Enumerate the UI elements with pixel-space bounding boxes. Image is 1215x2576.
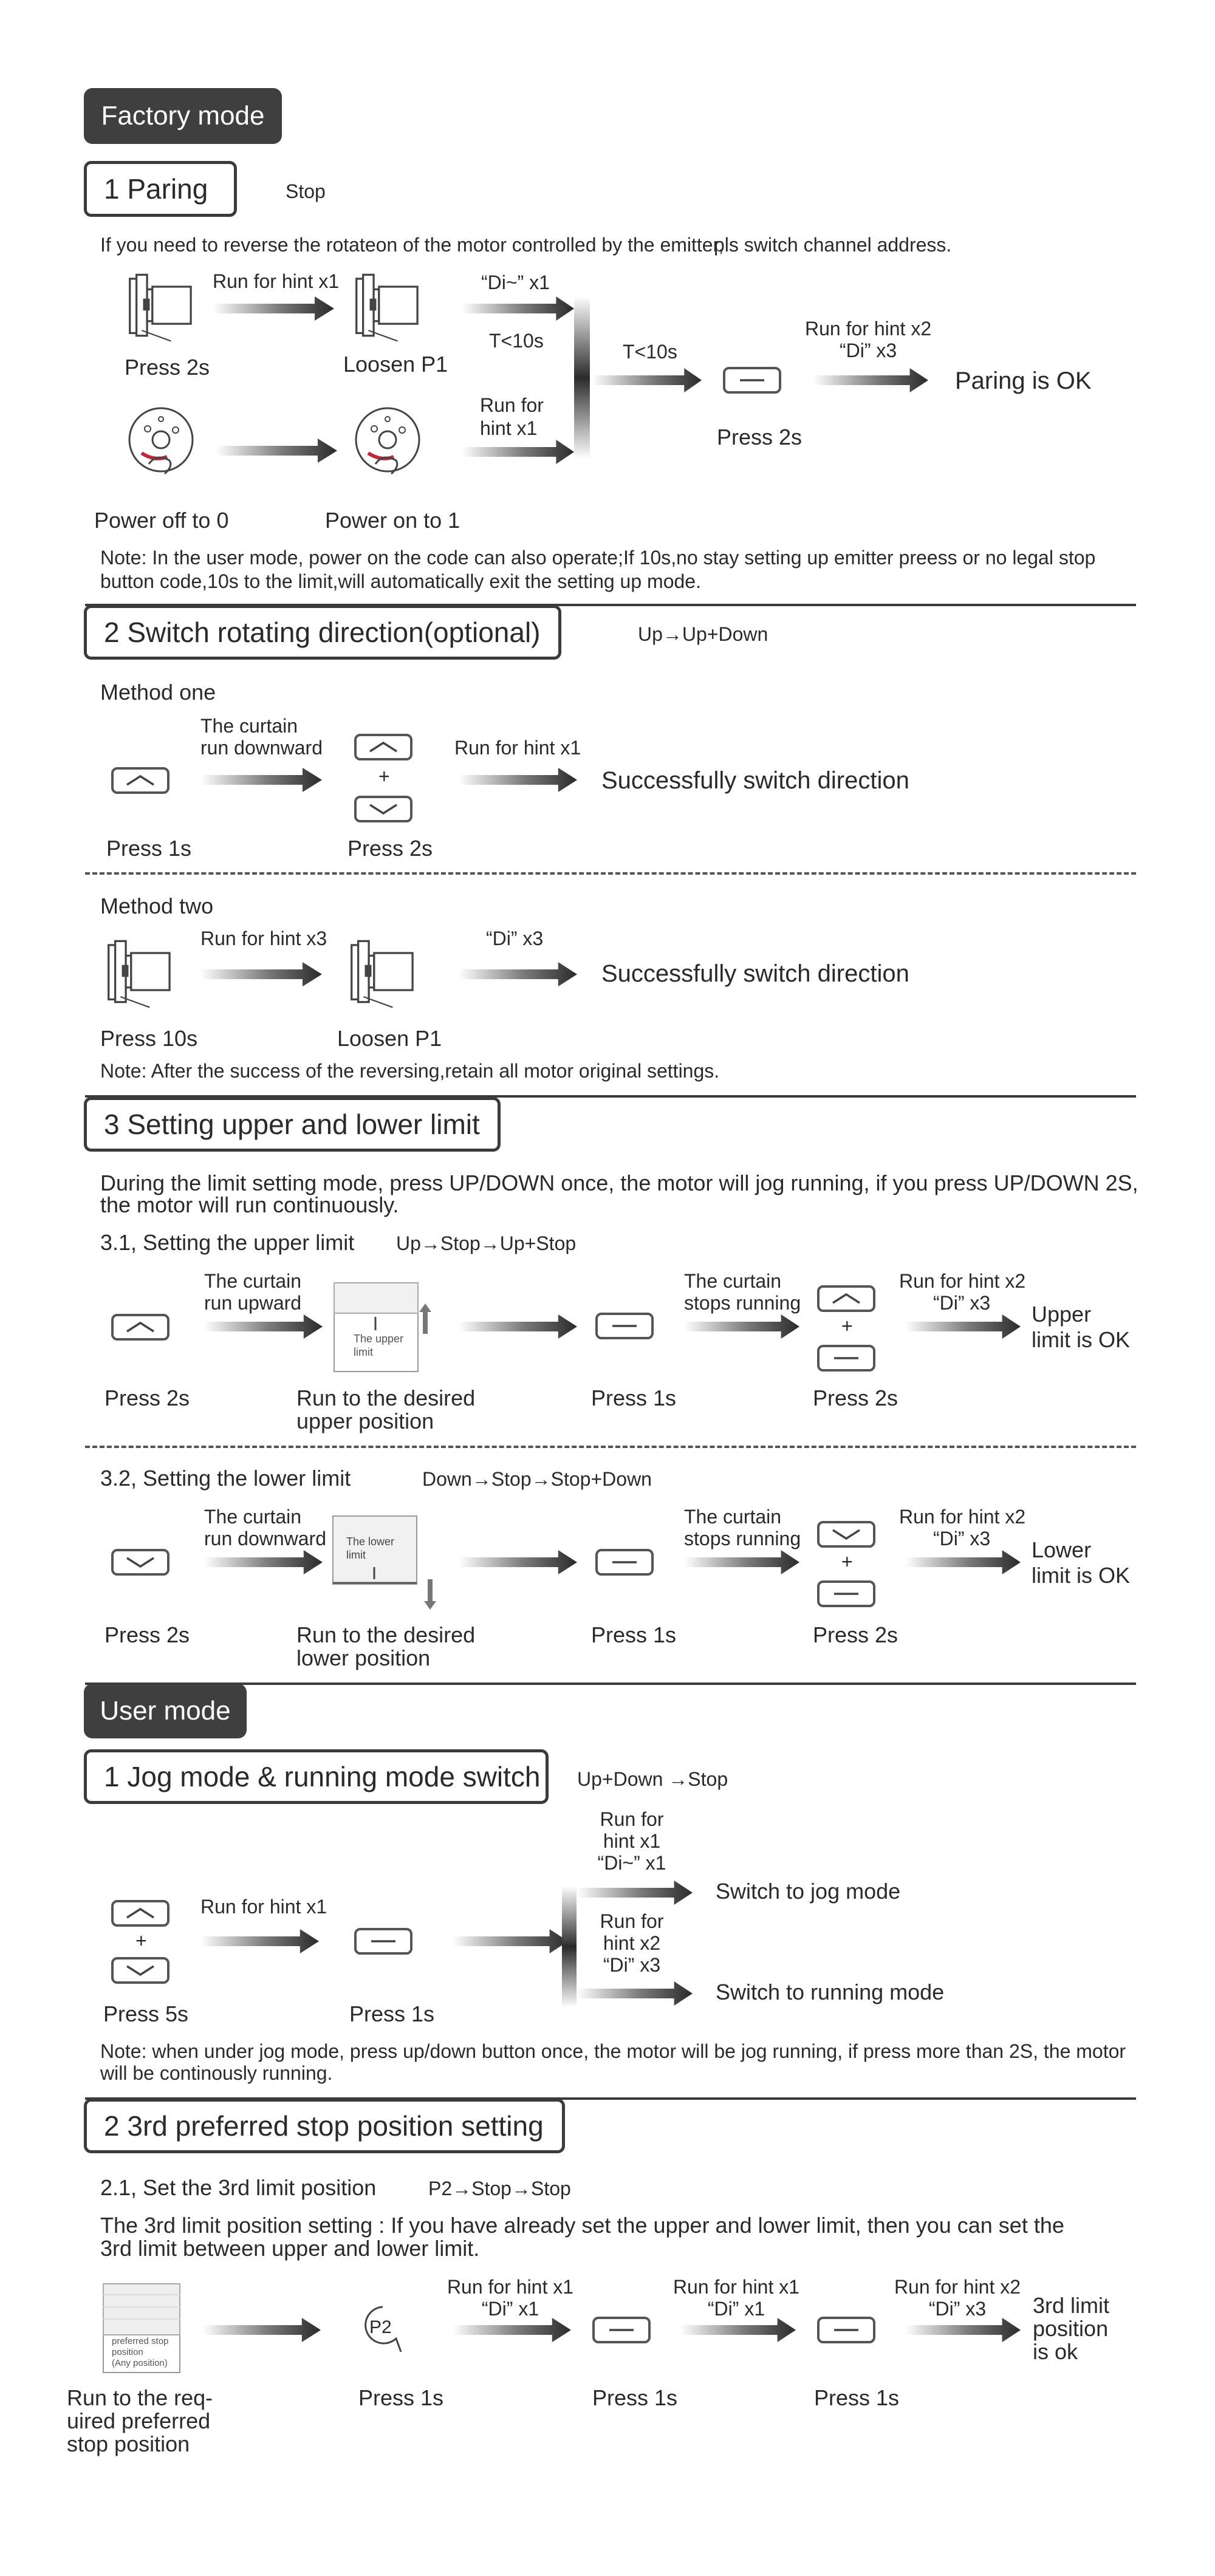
press-2s-label: Press 2s bbox=[717, 425, 803, 449]
press-1s-label: Press 1s bbox=[591, 1622, 677, 1647]
run-hint-x2-label: Run for hint x2 bbox=[805, 318, 932, 340]
run-desired-label: Run to the desired bbox=[296, 1385, 476, 1410]
flow-arrow bbox=[200, 1929, 319, 1953]
curtain-illustration bbox=[333, 1282, 419, 1373]
method-two-label: Method two bbox=[100, 893, 214, 918]
loosen-p1-label: Loosen P1 bbox=[343, 352, 448, 377]
plus-sign: + bbox=[135, 1930, 147, 1952]
hint-label: Run for hint x2 bbox=[894, 2276, 1021, 2298]
motor-icon bbox=[346, 938, 419, 1011]
running-hint-label: “Di” x3 bbox=[603, 1954, 661, 1976]
power-off-label: Power off to 0 bbox=[94, 508, 229, 533]
preferred-stop-label: preferred stop bbox=[112, 2336, 169, 2346]
upper-limit-heading: 3.1, Setting the upper limit bbox=[100, 1230, 355, 1255]
stop-icon bbox=[609, 1556, 640, 1569]
press-1s-label: Press 1s bbox=[591, 1385, 677, 1410]
di-x3-label: “Di” x3 bbox=[933, 1528, 991, 1549]
press-10s-label: Press 10s bbox=[100, 1026, 198, 1051]
flow-arrow bbox=[462, 296, 574, 321]
up-button[interactable] bbox=[111, 1314, 169, 1341]
press-2s-label: Press 2s bbox=[813, 1622, 898, 1647]
switch-direction-code: Up→Up+Down bbox=[638, 623, 768, 645]
down-arrow-icon bbox=[424, 1579, 436, 1610]
down-icon bbox=[368, 802, 399, 816]
flow-arrow bbox=[200, 962, 322, 986]
flow-arrow bbox=[459, 768, 577, 792]
flow-arrow bbox=[204, 1550, 323, 1574]
power-motor-icon bbox=[125, 406, 197, 479]
limits-intro-line1: During the limit setting mode, press UP/DOWN once, the motor will jog running, if you press UP/DOWN 2S, bbox=[100, 1170, 1138, 1195]
hint-x1-label: hint x1 bbox=[480, 417, 538, 439]
limits-title: 3 Setting upper and lower limit bbox=[84, 1097, 501, 1152]
factory-mode-header: Factory mode bbox=[84, 88, 282, 144]
curtain-run-label: run downward bbox=[200, 737, 323, 759]
stop-button[interactable] bbox=[817, 2317, 875, 2343]
curtain-label: run downward bbox=[204, 1528, 326, 1549]
stop-button[interactable] bbox=[595, 1549, 654, 1576]
stop-icon bbox=[368, 1935, 399, 1948]
up-icon bbox=[125, 1907, 156, 1920]
third-limit-heading: 2.1, Set the 3rd limit position bbox=[100, 2175, 377, 2200]
paring-title: 1 Paring bbox=[84, 161, 237, 217]
lower-limit-ok-label: Lower bbox=[1032, 1537, 1092, 1562]
t10s-label-b: T<10s bbox=[623, 341, 677, 363]
lower-limit-heading: 3.2, Setting the lower limit bbox=[100, 1466, 351, 1491]
flow-arrow bbox=[453, 1929, 568, 1953]
run-required-label: uired preferred bbox=[67, 2408, 211, 2433]
jog-hint-label: Run for bbox=[600, 1808, 664, 1830]
press-1s-label: Press 1s bbox=[349, 2001, 435, 2026]
down-button[interactable] bbox=[111, 1957, 169, 1984]
hint-label: Run for hint x1 bbox=[673, 2276, 800, 2298]
run-desired-label: Run to the desired bbox=[296, 1622, 476, 1647]
running-mode-label: Switch to running mode bbox=[716, 1980, 945, 2004]
press-2s-label: Press 2s bbox=[104, 1385, 190, 1410]
run-desired-label: lower position bbox=[296, 1645, 431, 1670]
run-hint-x3-label: Run for hint x3 bbox=[200, 928, 327, 949]
flow-arrow bbox=[905, 1550, 1021, 1574]
motor-icon bbox=[103, 938, 176, 1011]
stop-button[interactable] bbox=[817, 1580, 875, 1607]
switch-direction-title: 2 Switch rotating direction(optional) bbox=[84, 605, 561, 660]
up-button[interactable] bbox=[111, 1900, 169, 1927]
switch-direction-note: Note: After the success of the reversing,retain all motor original settings. bbox=[100, 1060, 720, 1082]
up-icon bbox=[830, 1292, 862, 1305]
success-label: Successfully switch direction bbox=[601, 767, 909, 794]
flow-arrow bbox=[813, 368, 928, 392]
up-arrow-icon bbox=[419, 1303, 431, 1334]
curtain-limit-label: limit bbox=[346, 1549, 366, 1561]
loosen-p1-label: Loosen P1 bbox=[337, 1026, 442, 1051]
stop-button[interactable] bbox=[723, 367, 781, 394]
up-icon bbox=[368, 740, 399, 754]
third-ok-label: position bbox=[1033, 2316, 1109, 2341]
flow-arrow bbox=[213, 296, 334, 321]
run-hint-label: Run for hint x1 bbox=[200, 1896, 327, 1918]
press-1s-label: Press 1s bbox=[106, 836, 192, 861]
paring-intro: If you need to reverse the rotateon of the motor controlled by the emitter, bbox=[100, 234, 724, 256]
flow-arrow bbox=[577, 1881, 693, 1905]
run-desired-label: upper position bbox=[296, 1409, 434, 1433]
run-hint-x2-label: Run for hint x2 bbox=[899, 1506, 1026, 1528]
up-button[interactable] bbox=[354, 734, 412, 760]
press-5s-label: Press 5s bbox=[103, 2001, 189, 2026]
third-stop-title: 2 3rd preferred stop position setting bbox=[84, 2099, 565, 2153]
down-button[interactable] bbox=[817, 1521, 875, 1548]
flow-arrow bbox=[462, 440, 574, 464]
method-one-label: Method one bbox=[100, 680, 216, 705]
lower-limit-ok-label: limit is OK bbox=[1032, 1563, 1130, 1588]
jog-hint-label: “Di~” x1 bbox=[597, 1852, 666, 1874]
paring-code: Stop bbox=[286, 180, 326, 202]
up-button[interactable] bbox=[111, 767, 169, 794]
flow-arrow bbox=[204, 1314, 323, 1339]
flow-arrow bbox=[216, 439, 337, 463]
preferred-stop-label: position bbox=[112, 2347, 143, 2357]
stops-running-label: The curtain bbox=[684, 1506, 782, 1528]
flow-arrow bbox=[905, 1314, 1021, 1339]
stops-running-label: The curtain bbox=[684, 1270, 782, 1292]
upper-limit-code: Up→Stop→Up+Stop bbox=[396, 1232, 577, 1254]
lower-limit-code: Down→Stop→Stop+Down bbox=[422, 1468, 652, 1490]
run-for-label: Run for bbox=[480, 394, 544, 416]
flow-arrow bbox=[459, 962, 577, 986]
flow-arrow bbox=[202, 2318, 321, 2342]
p2-label: P2 bbox=[369, 2317, 392, 2337]
flow-arrow bbox=[459, 1550, 577, 1574]
stop-icon bbox=[830, 1587, 862, 1601]
jog-note-line2: will be continously running. bbox=[100, 2062, 333, 2084]
flow-arrow bbox=[459, 1314, 577, 1339]
paring-note-line1: Note: In the user mode, power on the code can also operate;If 10s,no stay setting up emitter preess or no legal stop bbox=[100, 547, 1096, 569]
di-x3-label: “Di” x3 bbox=[933, 1292, 991, 1314]
press-1s-label: Press 1s bbox=[814, 2385, 900, 2410]
jog-hint-label: hint x1 bbox=[603, 1830, 661, 1852]
run-hint-label: Run for hint x1 bbox=[213, 270, 340, 292]
run-required-label: Run to the req- bbox=[67, 2385, 213, 2410]
running-hint-label: Run for bbox=[600, 1910, 664, 1932]
third-ok-label: is ok bbox=[1033, 2339, 1078, 2364]
press-1s-label: Press 1s bbox=[358, 2385, 444, 2410]
running-hint-label: hint x2 bbox=[603, 1932, 661, 1954]
stop-button[interactable] bbox=[817, 1345, 875, 1372]
up-button[interactable] bbox=[817, 1285, 875, 1312]
flow-arrow bbox=[577, 1981, 693, 2006]
curtain-label: run upward bbox=[204, 1292, 302, 1314]
dashed-divider bbox=[85, 1446, 1136, 1448]
jog-note-line1: Note: when under jog mode, press up/down button once, the motor will be jog running, if press more than 2S, the motor bbox=[100, 2040, 1126, 2062]
limits-intro-line2: the motor will run continuously. bbox=[100, 1192, 399, 1217]
run-hint-label: Run for hint x1 bbox=[454, 737, 581, 759]
hint-label: “Di” x3 bbox=[928, 2298, 987, 2320]
press-2s-label: Press 2s bbox=[347, 836, 433, 861]
flow-arrow bbox=[684, 1314, 799, 1339]
curtain-run-label: The curtain bbox=[200, 715, 298, 737]
up-icon bbox=[125, 774, 156, 787]
hint-label: “Di” x1 bbox=[707, 2298, 765, 2320]
stops-running-label: stops running bbox=[684, 1528, 801, 1549]
third-limit-code: P2→Stop→Stop bbox=[428, 2178, 571, 2199]
di-x3-label: “Di” x3 bbox=[486, 928, 544, 949]
stop-icon bbox=[736, 374, 768, 387]
stops-running-label: stops running bbox=[684, 1292, 801, 1314]
flow-arrow bbox=[200, 768, 322, 792]
plus-sign: + bbox=[841, 1551, 853, 1573]
p2-button[interactable] bbox=[358, 2302, 407, 2357]
paring-intro-b: pls switch channel address. bbox=[714, 234, 952, 256]
curtain-limit-label: The lower bbox=[346, 1536, 395, 1548]
success-label: Successfully switch direction bbox=[601, 960, 909, 987]
motor-icon bbox=[351, 272, 424, 345]
power-on-label: Power on to 1 bbox=[325, 508, 460, 533]
user-mode-header: User mode bbox=[84, 1684, 247, 1738]
flow-arrow bbox=[684, 1550, 799, 1574]
jog-code: Up+Down →Stop bbox=[577, 1768, 728, 1790]
stop-icon bbox=[609, 1319, 640, 1333]
split-bar bbox=[562, 1886, 577, 2007]
stop-icon bbox=[606, 2323, 637, 2337]
curtain-limit-label: The upper bbox=[354, 1333, 404, 1345]
stop-icon bbox=[830, 2323, 862, 2337]
press-2s-label: Press 2s bbox=[813, 1385, 898, 1410]
preferred-stop-illustration bbox=[102, 2283, 181, 2374]
plus-sign: + bbox=[841, 1315, 853, 1337]
up-icon bbox=[125, 1320, 156, 1334]
stop-button[interactable] bbox=[354, 1928, 412, 1955]
motor-icon bbox=[125, 272, 197, 345]
curtain-illustration bbox=[332, 1515, 423, 1600]
down-button[interactable] bbox=[111, 1549, 169, 1576]
run-required-label: stop position bbox=[67, 2431, 190, 2456]
flow-arrow bbox=[453, 2318, 571, 2342]
down-icon bbox=[125, 1964, 156, 1977]
down-button[interactable] bbox=[354, 796, 412, 822]
hint-label: “Di” x1 bbox=[481, 2298, 539, 2320]
dashed-divider bbox=[85, 872, 1136, 875]
di-x1-label: “Di~” x1 bbox=[481, 272, 550, 293]
down-icon bbox=[830, 1528, 862, 1541]
upper-limit-ok-label: Upper bbox=[1032, 1302, 1092, 1327]
jog-mode-label: Switch to jog mode bbox=[716, 1879, 901, 1904]
flow-arrow bbox=[905, 2318, 1021, 2342]
plus-sign: + bbox=[378, 765, 390, 787]
di-x3-label: “Di” x3 bbox=[840, 340, 897, 361]
jog-title: 1 Jog mode & running mode switch bbox=[84, 1749, 549, 1804]
curtain-label: The curtain bbox=[204, 1270, 302, 1292]
paring-note-line2: button code,10s to the limit,will automatically exit the setting up mode. bbox=[100, 570, 701, 592]
third-intro-line1: The 3rd limit position setting : If you have already set the upper and lower limit, then you can set the bbox=[100, 2213, 1064, 2238]
stop-button[interactable] bbox=[595, 1313, 654, 1339]
power-motor-icon bbox=[351, 406, 424, 479]
third-ok-label: 3rd limit bbox=[1033, 2293, 1110, 2318]
paring-ok-label: Paring is OK bbox=[955, 367, 1092, 394]
t10s-label: T<10s bbox=[489, 330, 544, 352]
flow-arrow bbox=[680, 2318, 796, 2342]
press-1s-label: Press 1s bbox=[592, 2385, 678, 2410]
merge-bar bbox=[574, 296, 590, 459]
preferred-stop-label: (Any position) bbox=[112, 2358, 168, 2368]
press-2s-label: Press 2s bbox=[125, 355, 210, 380]
stop-icon bbox=[830, 1351, 862, 1365]
run-hint-x2-label: Run for hint x2 bbox=[899, 1270, 1026, 1292]
flow-arrow bbox=[592, 368, 702, 392]
stop-button[interactable] bbox=[592, 2317, 651, 2343]
upper-limit-ok-label: limit is OK bbox=[1032, 1327, 1130, 1352]
third-intro-line2: 3rd limit between upper and lower limit. bbox=[100, 2236, 480, 2261]
down-icon bbox=[125, 1556, 156, 1569]
curtain-label: The curtain bbox=[204, 1506, 302, 1528]
curtain-limit-label: limit bbox=[354, 1346, 373, 1358]
press-2s-label: Press 2s bbox=[104, 1622, 190, 1647]
hint-label: Run for hint x1 bbox=[447, 2276, 574, 2298]
